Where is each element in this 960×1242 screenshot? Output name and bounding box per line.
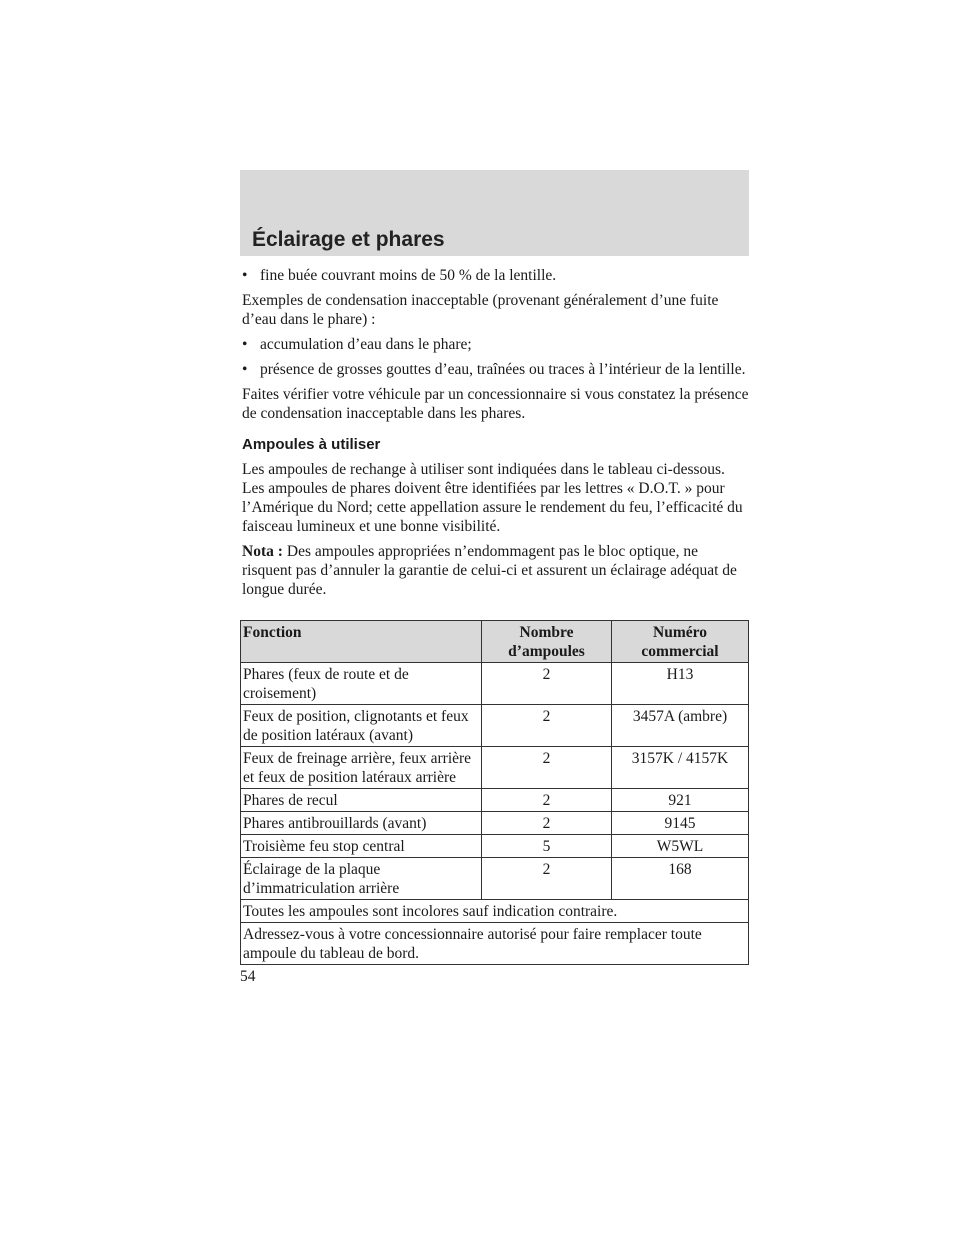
cell-count: 2: [482, 663, 612, 705]
section-title: Éclairage et phares: [252, 228, 445, 251]
cell-part-number: 3157K / 4157K: [612, 747, 749, 789]
cell-function: Phares (feux de route et de croisement): [241, 663, 482, 705]
table-row: [241, 835, 749, 858]
cell-function: Phares antibrouillards (avant): [241, 812, 482, 835]
cell-count: 2: [482, 705, 612, 747]
cell-part-number: 168: [612, 858, 749, 900]
table-note-row: [241, 900, 749, 923]
cell-count: 2: [482, 858, 612, 900]
paragraph-dealer: Faites vérifier votre véhicule par un concessionnaire si vous constatez la présence de condensation inacceptable dans les phares.: [242, 386, 749, 422]
bullet-dot-icon: •: [242, 336, 248, 353]
bullet-text: présence de grosses gouttes d’eau, traînées ou traces à l’intérieur de la lentille.: [260, 361, 746, 378]
cell-function: Troisième feu stop central: [241, 835, 482, 858]
bullet-dot-icon: •: [242, 361, 248, 378]
cell-part-number: 921: [612, 789, 749, 812]
table-note: Adressez-vous à votre concessionnaire autorisé pour faire remplacer toute ampoule du tableau de bord.: [241, 923, 749, 965]
table-header-row: [241, 621, 749, 663]
cell-function: Feux de position, clignotants et feux de position latéraux (avant): [241, 705, 482, 747]
cell-function: Feux de freinage arrière, feux arrière et feux de position latéraux arrière: [241, 747, 482, 789]
page-number: 54: [240, 968, 256, 985]
nota-text: Des ampoules appropriées n’endommagent pas le bloc optique, ne risquent pas d’annuler la garantie de celui-ci et assurent un éclairage adéquat de longue durée.: [242, 543, 737, 598]
table-row: [241, 858, 749, 900]
bullet-item: [242, 360, 750, 379]
bullet-text: accumulation d’eau dans le phare;: [260, 336, 472, 353]
table-note: Toutes les ampoules sont incolores sauf indication contraire.: [241, 900, 749, 923]
section-header-band: [240, 170, 749, 256]
cell-part-number: W5WL: [612, 835, 749, 858]
cell-function: Éclairage de la plaque d’immatriculation arrière: [241, 858, 482, 900]
paragraph-unacceptable: Exemples de condensation inacceptable (provenant généralement d’une fuite d’eau dans le phare) :: [242, 292, 719, 328]
table-row: [241, 663, 749, 705]
table-note-row: [241, 923, 749, 965]
table-row: [241, 812, 749, 835]
header-numero: Numéro commercial: [612, 621, 749, 663]
page-content: [242, 260, 750, 605]
cell-part-number: H13: [612, 663, 749, 705]
cell-count: 2: [482, 789, 612, 812]
cell-part-number: 9145: [612, 812, 749, 835]
cell-count: 2: [482, 812, 612, 835]
table-row: [241, 747, 749, 789]
cell-function: Phares de recul: [241, 789, 482, 812]
nota-label: Nota :: [242, 543, 283, 560]
table-row: [241, 705, 749, 747]
bullet-dot-icon: •: [242, 267, 248, 284]
bulb-table: [240, 620, 749, 965]
cell-count: 2: [482, 747, 612, 789]
subsection-title: Ampoules à utiliser: [242, 436, 381, 453]
header-nombre: Nombre d’ampoules: [482, 621, 612, 663]
cell-part-number: 3457A (ambre): [612, 705, 749, 747]
bullet-item: [242, 266, 750, 285]
nota-paragraph: [242, 542, 750, 599]
table-row: [241, 789, 749, 812]
bullet-text: fine buée couvrant moins de 50 % de la lentille.: [260, 267, 557, 284]
header-fonction: Fonction: [241, 621, 482, 663]
cell-count: 5: [482, 835, 612, 858]
bullet-item: [242, 335, 750, 354]
paragraph-bulbs: Les ampoules de rechange à utiliser sont indiquées dans le tableau ci-dessous. Les ampoules de phares doivent être identifiées par les lettres « D.O.T. » pour l’Amérique du Nord; cette appellation assure le rendement du feu, l’efficacité du faisceau lumineux et une bonne visibilité.: [242, 461, 743, 535]
